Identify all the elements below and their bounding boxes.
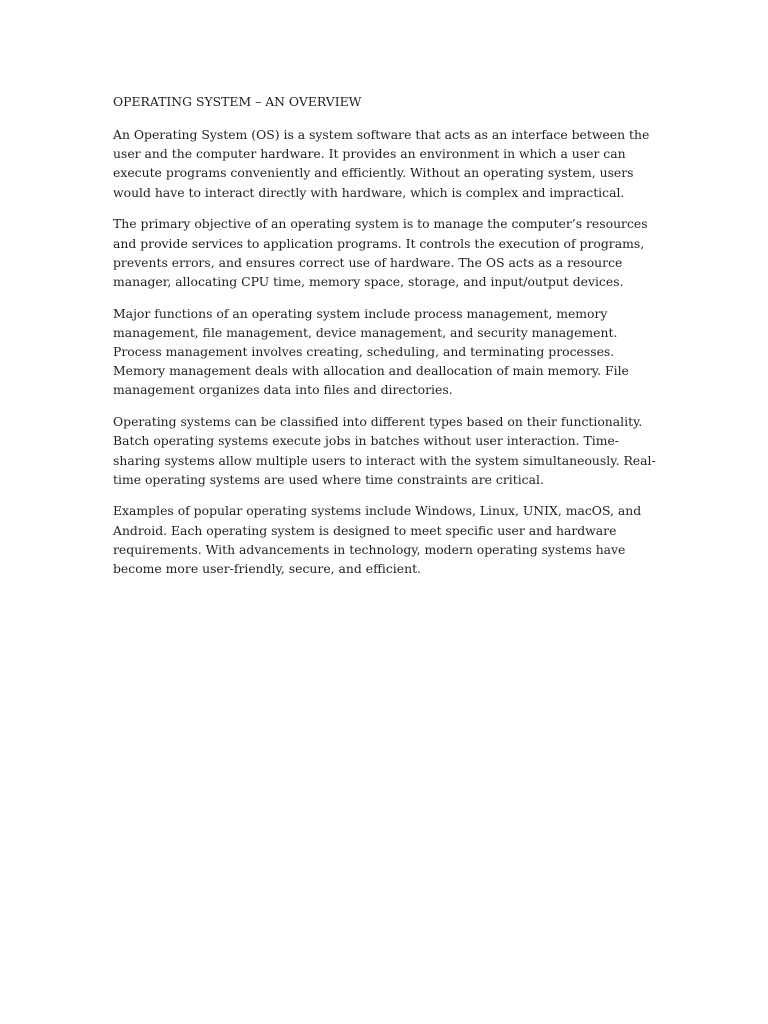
paragraph-functions: Major functions of an operating system include process management, memory management, file management, device management, and security management. Process management involves creating, scheduling, and terminating processes. Memory management deals with allocation and deallocation of main memory. File management organizes data into files and directories.	[113, 305, 629, 398]
paragraph-introduction: An Operating System (OS) is a system software that acts as an interface between the user and the computer hardware. It provides an environment in which a user can execute programs conveniently and efficiently. Without an operating system, users would have to interact directly with hardware, which is complex and impractical.	[113, 127, 650, 200]
paragraph-types: Operating systems can be classified into different types based on their functionality. Batch operating systems execute jobs in batches without user interaction. Time-sharing systems allow multiple users to interact with the system simultaneously. Real-time operating systems are used where time constraints are critical.	[113, 414, 656, 487]
paragraph-objective: The primary objective of an operating system is to manage the computer’s resources and provide services to application programs. It controls the execution of programs, prevents errors, and ensures correct use of hardware. The OS acts as a resource manager, allocating CPU time, memory space, storage, and input/output devices.	[113, 216, 648, 289]
document-page	[113, 93, 658, 591]
document-title: OPERATING SYSTEM – AN OVERVIEW	[113, 94, 362, 109]
paragraph-examples: Examples of popular operating systems include Windows, Linux, UNIX, macOS, and Android. Each operating system is designed to meet specific user and hardware requirements. With advancements in technology, modern operating systems have become more user-friendly, secure, and efficient.	[113, 503, 642, 577]
